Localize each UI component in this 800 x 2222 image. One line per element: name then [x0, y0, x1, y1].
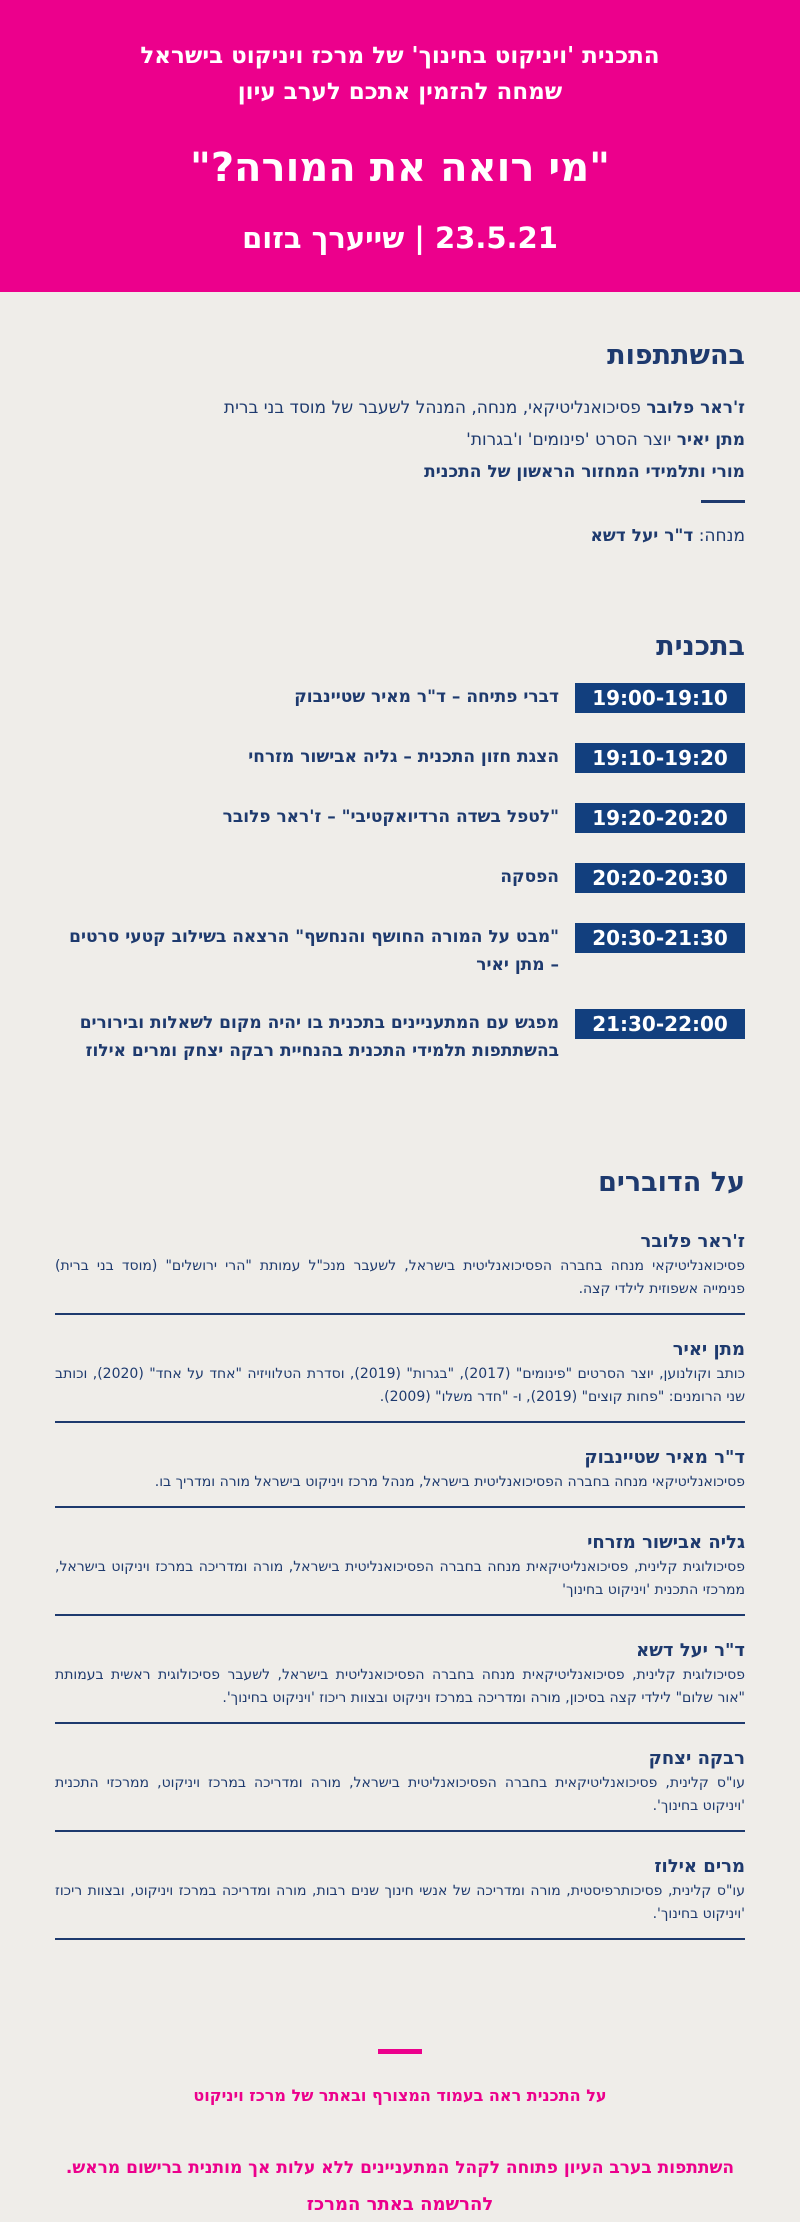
program-desc: מפגש עם המתעניינים בתכנית בו יהיה מקום לשאלות ובירורים בהשתתפות תלמידי התכנית בהנחיית רבקה יצחק ומרים אילוז [79, 1013, 559, 1061]
footer [0, 1954, 800, 2222]
program-desc: "לטפל בשדה הרדיואקטיבי" – ז'ראר פלובר [222, 807, 559, 827]
participant-role: פסיכואנליטיקאי, מנחה, המנהל לשעבר של מוסד בני ברית [223, 398, 647, 418]
host-label: מנחה: [693, 526, 745, 546]
program-desc: הצגת חזון התכנית – גליה אבישור מזרחי [248, 747, 559, 767]
footer-info-link[interactable]: על התכנית ראה בעמוד המצורף ובאתר של מרכז ויניקוט [193, 2086, 607, 2105]
program-item [55, 1009, 745, 1065]
speaker-text: פסיכולוגית קלינית, פסיכואנליטיקאית מנחה בחברה הפסיכואנליטית בישראל, לשעבר פסיכולוגית ראשית בעמותת "אור שלום" לילדי קצה בסיכון, מורה ומדריכה במרכז ויניקוט ובצוות ריכוז 'ויניקוט בחינוך'. [55, 1667, 745, 1706]
program-item [55, 923, 745, 979]
program-time: 21:30-22:00 [575, 1009, 745, 1039]
speaker-name: ז'ראר פלובר [640, 1231, 745, 1252]
speaker-bio [55, 1738, 745, 1832]
registration-link[interactable]: להרשמה באתר המרכז [306, 2194, 494, 2215]
program-section [55, 551, 745, 1065]
speaker-name: רבקה יצחק [648, 1748, 745, 1769]
program-title: בתכנית [656, 631, 745, 662]
speakers-section [55, 1095, 745, 1940]
speaker-bio [55, 1221, 745, 1315]
program-desc: "מבט על המורה החושף והנחשף" הרצאה בשילוב קטעי סרטים – מתן יאיר [69, 927, 559, 975]
participant-name: ז'ראר פלובר [646, 398, 745, 418]
participants-section [55, 292, 745, 551]
participant-name: מורי ותלמידי המחזור הראשון של התכנית [424, 462, 745, 482]
program-time: 20:30-21:30 [575, 923, 745, 953]
program-item [55, 683, 745, 713]
footer-divider [378, 2049, 422, 2054]
program-time: 20:20-20:30 [575, 863, 745, 893]
program-desc: הפסקה [500, 867, 559, 887]
program-desc: דברי פתיחה – ד"ר מאיר שטיינבוק [294, 687, 559, 707]
speaker-bio [55, 1630, 745, 1724]
program-time: 19:20-20:20 [575, 803, 745, 833]
program-item [55, 743, 745, 773]
header-line-invite: שמחה להזמין אתכם לערב עיון [237, 79, 563, 105]
speaker-text: פסיכואנליטיקאי מנחה בחברה הפסיכואנליטית בישראל, מנהל מרכז ויניקוט בישראל מורה ומדריך בו. [154, 1474, 745, 1490]
event-date: 23.5.21 | שייערך בזום [242, 221, 558, 255]
program-time: 19:10-19:20 [575, 743, 745, 773]
speaker-name: גליה אבישור מזרחי [587, 1532, 745, 1553]
participant-role: יוצר הסרט 'פינומים' ו'בגרות' [466, 430, 677, 450]
host-line [55, 521, 745, 551]
participants-title: בהשתתפות [607, 340, 745, 371]
host-name: ד"ר יעל דשא [590, 526, 694, 546]
speaker-bio [55, 1846, 745, 1940]
speaker-name: מתן יאיר [672, 1339, 745, 1360]
program-item [55, 863, 745, 893]
footer-registration-note: השתתפות בערב העיון פתוחה לקהל המתעניינים ללא עלות אך מותנית ברישום מראש. [65, 2158, 735, 2178]
participant-line [55, 456, 745, 488]
participant-line [55, 424, 745, 456]
speaker-bio [55, 1437, 745, 1508]
divider [701, 500, 745, 503]
speaker-text: עו"ס קלינית, פסיכותרפיסטית, מורה ומדריכה של אנשי חינוך שנים רבות, מורה ומדריכה במרכז ויניקוט, ובצוות ריכוז 'ויניקוט בחינוך'. [55, 1883, 745, 1922]
speaker-text: כותב וקולנוען, יוצר הסרטים "פינומים" (2017), "בגרות" (2019), וסדרת הטלוויזיה "אחד על אחד" (2020), וכותב שני הרומנים: "פחות קוצים" (2019), ו- "חדר משלו" (2009). [55, 1366, 745, 1405]
participant-line [55, 392, 745, 424]
participant-name: מתן יאיר [676, 430, 745, 450]
speaker-text: עו"ס קלינית, פסיכואנליטיקאית בחברה הפסיכואנליטית בישראל, מורה ומדריכה במרכז ויניקוט, ממרכזי התכנית 'ויניקוט בחינוך'. [55, 1775, 745, 1814]
speaker-text: פסיכולוגית קלינית, פסיכואנליטיקאית מנחה בחברה הפסיכואנליטית בישראל, מורה ומדריכה במרכז ויניקוט בישראל, ממרכזי התכנית 'ויניקוט בחינוך' [55, 1559, 745, 1598]
program-item [55, 803, 745, 833]
header-banner [0, 0, 800, 292]
event-title: "מי רואה את המורה?" [190, 145, 610, 191]
speaker-text: פסיכואנליטיקאי מנחה בחברה הפסיכואנליטית בישראל, לשעבר מנכ"ל עמותת "הרי ירושלים" (מוסד בני ברית) פנימייה אשפוזית לילדי קצה. [55, 1258, 745, 1297]
speaker-bio [55, 1329, 745, 1423]
header-line-program: התכנית 'ויניקוט בחינוך' של מרכז ויניקוט בישראל [140, 43, 660, 69]
speaker-bio [55, 1522, 745, 1616]
speakers-title: על הדוברים [598, 1167, 745, 1198]
speaker-name: ד"ר יעל דשא [636, 1640, 745, 1661]
program-time: 19:00-19:10 [575, 683, 745, 713]
speaker-name: ד"ר מאיר שטיינבוק [584, 1447, 745, 1468]
speaker-name: מרים אילוז [654, 1856, 745, 1877]
